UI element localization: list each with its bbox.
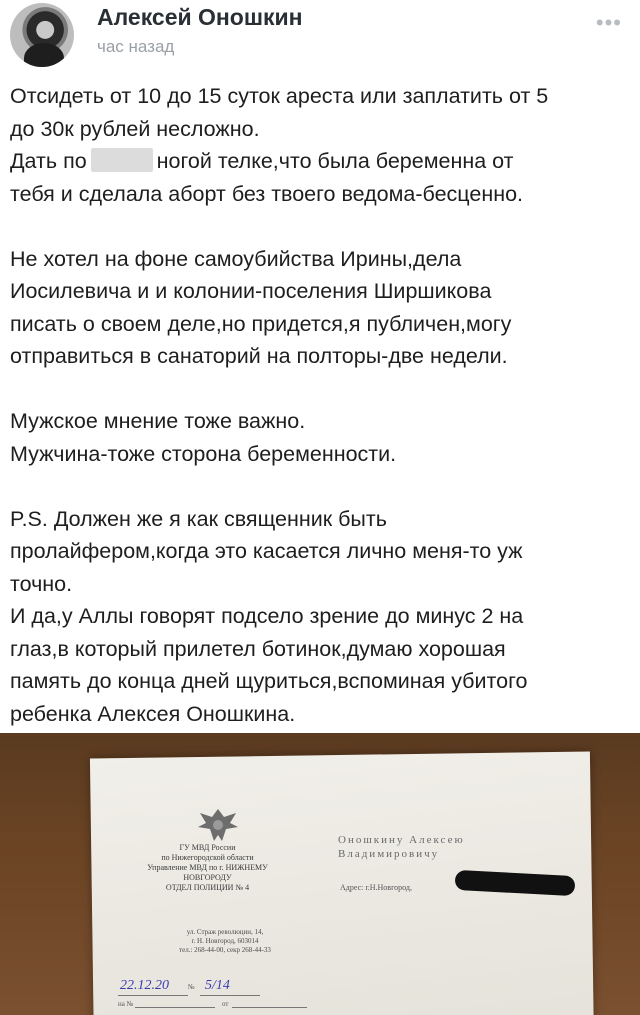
text-line: до 30к рублей несложно.	[10, 116, 260, 141]
letter-date: 22.12.20	[120, 978, 169, 993]
number-label: №	[188, 983, 195, 991]
text-line: Не хотел на фоне самоубийства Ирины,дела	[10, 246, 462, 271]
sender-org	[100, 843, 315, 893]
text-line: отправиться в санаторий на полторы-две недели.	[10, 344, 508, 368]
post-time[interactable]: час назад	[97, 37, 175, 56]
org-line: НОВГОРОДУ	[183, 873, 232, 882]
text-line	[10, 145, 630, 178]
org-line: по Нижегородской области	[161, 853, 254, 862]
ref-number-label: на №	[118, 1000, 134, 1008]
text-line: тебя и сделала аборт без твоего ведома-бесценно.	[10, 181, 523, 206]
recipient-address: Адрес: г.Н.Новгород,	[340, 883, 413, 892]
text-line: глаз,в который прилетел ботинок,думаю хорошая	[10, 636, 506, 661]
recipient-line: Владимировичу	[338, 848, 440, 860]
author-name[interactable]: Алексей Оношкин	[97, 4, 303, 30]
text-line: Мужское мнение тоже важно.	[10, 409, 306, 433]
post-header	[0, 0, 640, 78]
text-line: память до конца дней щуриться,вспоминая убитого	[10, 669, 528, 693]
org-line: Управление МВД по г. НИЖНЕМУ	[147, 863, 268, 872]
text-line: ребенка Алексея Оношкина.	[10, 701, 296, 726]
text-line: Отсидеть от 10 до 15 суток ареста или заплатить от 5	[10, 84, 549, 108]
org-line: ГУ МВД России	[179, 843, 236, 852]
addr-line: тел.: 268-44-00, секр 268-44-33	[179, 946, 271, 954]
date-underline	[118, 995, 188, 996]
post-text	[10, 80, 630, 730]
ref-underline	[135, 1007, 215, 1008]
author-avatar[interactable]	[10, 3, 74, 67]
org-line: ОТДЕЛ ПОЛИЦИИ № 4	[165, 883, 250, 892]
number-underline	[200, 995, 260, 996]
text-fragment: Дать по	[10, 149, 87, 173]
recipient-name	[338, 833, 465, 861]
sender-address	[150, 928, 300, 955]
more-options-icon[interactable]: •••	[595, 10, 622, 35]
text-line: Иосилевича и и колонии-поселения Ширшикова	[10, 279, 492, 303]
text-fragment: ногой телке,что была беременна от	[156, 149, 514, 173]
text-line: И да,у Аллы говорят подсело зрение до минус 2 на	[10, 604, 524, 628]
letter-number: 5/14	[205, 978, 230, 993]
text-line: пролайфером,когда это касается лично меня-то уж	[10, 539, 523, 563]
text-line: Мужчина-тоже сторона беременности.	[10, 441, 397, 466]
addr-line: ул. Страж революции, 14,	[186, 928, 264, 936]
censored-word	[91, 148, 153, 172]
eagle-crest-icon	[190, 803, 246, 847]
text-line: писать о своем деле,но придется,я публичен,могу	[10, 311, 512, 336]
ref-from-label: от	[222, 1000, 229, 1008]
attached-photo[interactable]	[0, 733, 640, 1015]
text-line: точно.	[10, 571, 73, 596]
recipient-line: Оношкину Алексею	[338, 834, 465, 846]
addr-line: г. Н. Новгород, 603014	[191, 937, 259, 945]
ref-from-underline	[232, 1007, 307, 1008]
text-line: P.S. Должен же я как священник быть	[10, 506, 387, 531]
